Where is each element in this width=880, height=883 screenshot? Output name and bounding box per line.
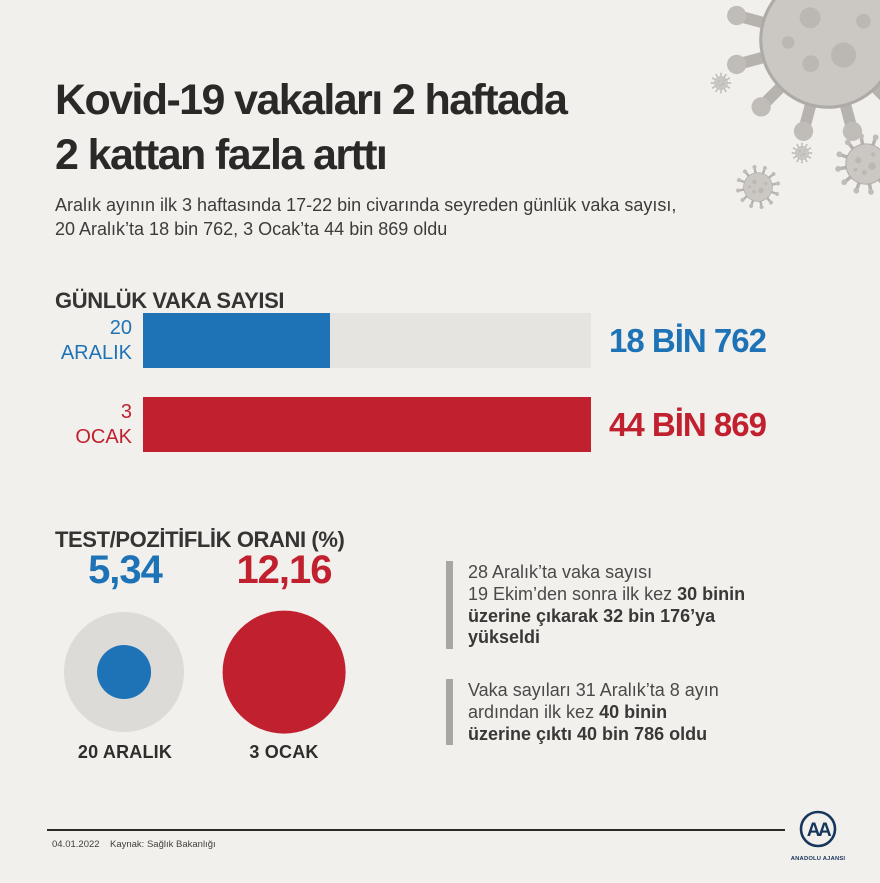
note-line: 19 Ekim’den sonra ilk kez — [468, 583, 678, 604]
bar-chart-title: GÜNLÜK VAKA SAYISI — [55, 288, 285, 314]
bar-value-label: 18 BİN 762 — [609, 321, 766, 359]
positivity-label-3-ocak: 3 OCAK — [249, 742, 319, 762]
positivity-value-3-ocak: 12,16 — [236, 548, 332, 592]
bar-category-line1: 20 — [109, 316, 132, 339]
aa-logo-text: ANADOLU AJANSI — [790, 856, 846, 862]
note-text — [468, 679, 719, 745]
subtitle-line2: 20 Aralık’ta 18 bin 762, 3 Ocak’ta 44 bin 869 oldu — [55, 218, 448, 239]
note-accent-bar — [446, 561, 453, 649]
note-line: ardından ilk kez — [468, 701, 600, 722]
bar-category-line2: ARALIK — [60, 341, 132, 364]
note-block-1 — [446, 561, 776, 649]
positivity-label-20-aralik: 20 ARALIK — [77, 742, 173, 762]
bar-fill-3-ocak — [143, 397, 591, 452]
note-bold: 30 binin — [677, 583, 746, 604]
note-bold: 40 binin — [599, 701, 668, 722]
aa-logo-circle-icon — [797, 809, 839, 851]
bar-category-label — [55, 400, 132, 450]
page-title-line2: 2 kattan fazla arttı — [55, 130, 387, 179]
bar-category-line2: OCAK — [75, 425, 132, 448]
subtitle-line1: Aralık ayının ilk 3 haftasında 17-22 bin civarında seyreden günlük vaka sayısı, — [55, 195, 677, 215]
note-block-2 — [446, 679, 776, 745]
bar-category-label — [55, 316, 132, 366]
footer-divider — [47, 829, 785, 831]
note-line: Vaka sayıları 31 Aralık’ta 8 ayın — [468, 680, 719, 700]
bar-value-label: 44 BİN 869 — [609, 405, 766, 443]
note-bold: yükseldi — [468, 627, 541, 648]
positivity-bubble-3-ocak — [223, 611, 346, 734]
note-bold: üzerine çıkarak 32 bin 176’ya — [468, 605, 716, 626]
note-text — [468, 561, 745, 649]
bar-track — [143, 397, 591, 452]
bar-row-3-ocak — [55, 397, 766, 452]
footer-source: Kaynak: Sağlık Bakanlığı — [110, 839, 216, 850]
bar-track — [143, 313, 591, 368]
note-line: 28 Aralık’ta vaka sayısı — [468, 562, 653, 582]
positivity-title: TEST/POZİTİFLİK ORANI (%) — [55, 527, 345, 553]
note-accent-bar — [446, 679, 453, 745]
aa-logo — [789, 809, 847, 862]
bar-category-line1: 3 — [120, 400, 132, 423]
note-bold: üzerine çıktı 40 bin 786 oldu — [468, 723, 708, 744]
page-title-line1: Kovid-19 vakaları 2 haftada — [55, 75, 567, 124]
subtitle — [55, 194, 775, 241]
positivity-value-20-aralik: 5,34 — [88, 548, 162, 592]
page-title — [55, 73, 775, 183]
positivity-bubble-20-aralik — [97, 645, 151, 699]
bar-fill-20-aralik — [143, 313, 330, 368]
footer-date: 04.01.2022 — [52, 839, 100, 850]
aa-logo-initials: AA — [806, 820, 830, 841]
bar-row-20-aralik — [55, 313, 766, 368]
